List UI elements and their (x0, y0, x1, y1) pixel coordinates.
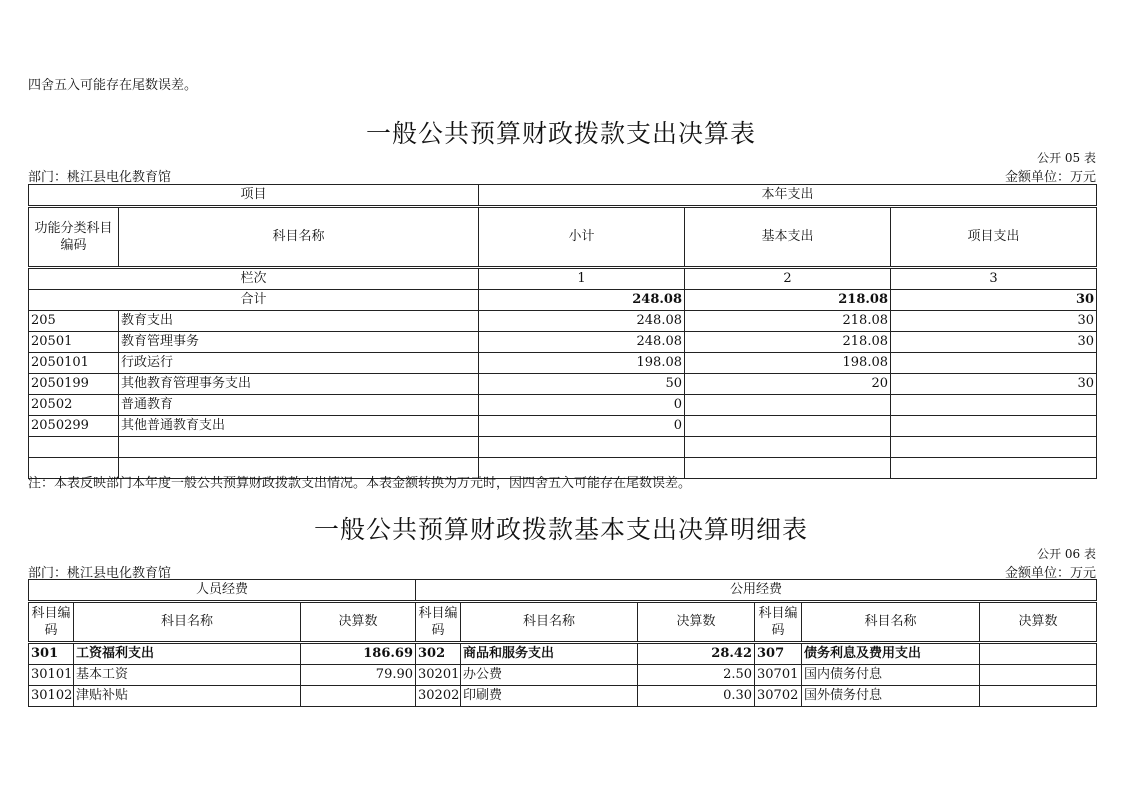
col-amount-header-3: 决算数 (980, 602, 1097, 643)
row-basic: 218.08 (685, 311, 891, 332)
personnel-code: 301 (29, 643, 74, 665)
row-code: 2050101 (29, 353, 119, 374)
debt-amount (980, 643, 1097, 665)
public-amount: 2.50 (638, 665, 755, 686)
budget-expenditure-table (28, 184, 1097, 479)
row-code: 20502 (29, 395, 119, 416)
table-row (29, 332, 1097, 353)
col-code-header: 功能分类科目编码 (29, 207, 119, 268)
col-name-header-2: 科目名称 (461, 602, 638, 643)
table2-title: 一般公共预算财政拨款基本支出决算明细表 (313, 515, 808, 544)
row-project (891, 353, 1097, 374)
row-index-label: 栏次 (29, 268, 479, 290)
row-code (29, 437, 119, 458)
row-name (119, 437, 479, 458)
personnel-code: 30101 (29, 665, 74, 686)
row-code: 205 (29, 311, 119, 332)
col-subtotal-header: 小计 (479, 207, 685, 268)
row-subtotal: 0 (479, 416, 685, 437)
row-project (891, 437, 1097, 458)
col-project-header: 项目支出 (891, 207, 1097, 268)
personnel-name: 工资福利支出 (74, 643, 301, 665)
top-note: 四舍五入可能存在尾数误差。 (28, 78, 198, 93)
table-row (29, 353, 1097, 374)
header-current-year: 本年支出 (479, 185, 1097, 207)
personnel-amount: 186.69 (301, 643, 416, 665)
table-row (29, 665, 1097, 686)
row-basic (685, 416, 891, 437)
public-amount: 0.30 (638, 686, 755, 707)
table2-form-no: 公开 06 表 (1037, 547, 1096, 561)
col-name-header-3: 科目名称 (802, 602, 980, 643)
debt-name: 国内债务付息 (802, 665, 980, 686)
public-name: 商品和服务支出 (461, 643, 638, 665)
total-basic: 218.08 (685, 290, 891, 311)
row-code: 20501 (29, 332, 119, 353)
table-row (29, 686, 1097, 707)
table-row (29, 437, 1097, 458)
debt-amount (980, 665, 1097, 686)
col-name-header-1: 科目名称 (74, 602, 301, 643)
row-project (891, 395, 1097, 416)
group-personnel: 人员经费 (29, 580, 416, 602)
table-row (29, 311, 1097, 332)
row-project (891, 458, 1097, 479)
table1-form-no: 公开 05 表 (1037, 151, 1096, 165)
row-basic: 198.08 (685, 353, 891, 374)
row-name: 教育管理事务 (119, 332, 479, 353)
public-amount: 28.42 (638, 643, 755, 665)
table2-unit: 金额单位：万元 (1004, 566, 1096, 581)
table1-department: 部门：桃江县电化教育馆 (28, 170, 172, 185)
table2-department: 部门：桃江县电化教育馆 (28, 566, 172, 581)
total-label: 合计 (29, 290, 479, 311)
col-code-header-3: 科目编码 (755, 602, 802, 643)
row-project (891, 416, 1097, 437)
row-name: 普通教育 (119, 395, 479, 416)
debt-name: 国外债务付息 (802, 686, 980, 707)
personnel-amount: 79.90 (301, 665, 416, 686)
col-code-header-1: 科目编码 (29, 602, 74, 643)
row-code: 2050199 (29, 374, 119, 395)
row-basic (685, 437, 891, 458)
table1-title: 一般公共预算财政拨款支出决算表 (365, 119, 756, 148)
row-subtotal: 248.08 (479, 332, 685, 353)
basic-expenditure-detail-table (28, 579, 1097, 707)
personnel-amount (301, 686, 416, 707)
debt-code: 30701 (755, 665, 802, 686)
public-name: 印刷费 (461, 686, 638, 707)
row-project: 30 (891, 332, 1097, 353)
row-name: 行政运行 (119, 353, 479, 374)
total-project: 30 (891, 290, 1097, 311)
index-2: 2 (685, 268, 891, 290)
row-basic: 218.08 (685, 332, 891, 353)
row-project: 30 (891, 374, 1097, 395)
col-amount-header-1: 决算数 (301, 602, 416, 643)
row-basic: 20 (685, 374, 891, 395)
row-name: 其他普通教育支出 (119, 416, 479, 437)
index-1: 1 (479, 268, 685, 290)
row-basic (685, 458, 891, 479)
personnel-code: 30102 (29, 686, 74, 707)
col-amount-header-2: 决算数 (638, 602, 755, 643)
debt-code: 30702 (755, 686, 802, 707)
table1-unit: 金额单位：万元 (1004, 170, 1096, 185)
table1-footnote: 注：本表反映部门本年度一般公共预算财政拨款支出情况。本表金额转换为万元时，因四舍五入可能存在尾数误差。 (28, 476, 692, 491)
table-row (29, 416, 1097, 437)
debt-amount (980, 686, 1097, 707)
row-name: 其他教育管理事务支出 (119, 374, 479, 395)
col-basic-header: 基本支出 (685, 207, 891, 268)
total-subtotal: 248.08 (479, 290, 685, 311)
table-row (29, 374, 1097, 395)
row-name: 教育支出 (119, 311, 479, 332)
row-basic (685, 395, 891, 416)
index-3: 3 (891, 268, 1097, 290)
debt-code: 307 (755, 643, 802, 665)
public-code: 302 (416, 643, 461, 665)
debt-name: 债务利息及费用支出 (802, 643, 980, 665)
personnel-name: 津贴补贴 (74, 686, 301, 707)
header-project: 项目 (29, 185, 479, 207)
col-code-header-2: 科目编码 (416, 602, 461, 643)
personnel-name: 基本工资 (74, 665, 301, 686)
row-subtotal: 248.08 (479, 311, 685, 332)
public-name: 办公费 (461, 665, 638, 686)
row-code: 2050299 (29, 416, 119, 437)
col-name-header: 科目名称 (119, 207, 479, 268)
table-row (29, 395, 1097, 416)
row-project: 30 (891, 311, 1097, 332)
row-subtotal: 198.08 (479, 353, 685, 374)
public-code: 30202 (416, 686, 461, 707)
public-code: 30201 (416, 665, 461, 686)
row-subtotal (479, 437, 685, 458)
group-public: 公用经费 (416, 580, 1097, 602)
row-subtotal: 0 (479, 395, 685, 416)
row-subtotal: 50 (479, 374, 685, 395)
table-row (29, 643, 1097, 665)
